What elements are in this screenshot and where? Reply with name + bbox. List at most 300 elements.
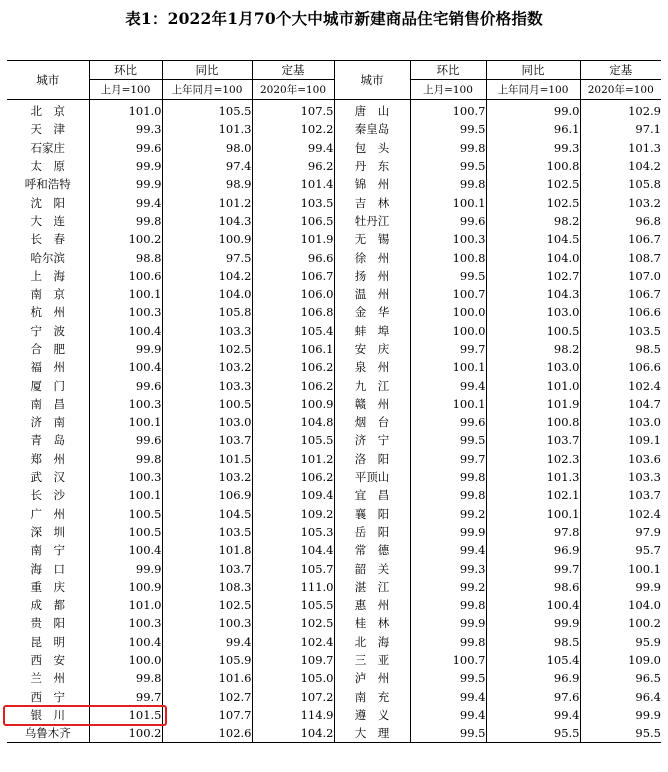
city-cell-right: 锦 州 [334,175,410,193]
mom-cell-right: 99.7 [410,340,486,358]
city-cell-left: 宁 波 [30,323,65,338]
table-row [7,175,661,193]
mom-cell-right: 100.0 [410,303,486,321]
city-cell-right: 大 理 [334,724,410,743]
mom-cell-right: 99.5 [410,431,486,449]
yoy-cell-left: 102.6 [162,724,252,743]
base-cell-left: 102.5 [252,614,334,632]
city-cell-right: 泸 州 [334,669,410,687]
city-cell-right: 温 州 [334,285,410,303]
mom-cell-right: 100.3 [410,230,486,248]
yoy-cell-right: 100.8 [486,157,580,175]
city-cell-right: 常 德 [334,541,410,559]
base-cell-left: 109.2 [252,505,334,523]
mom-cell-right: 99.5 [410,669,486,687]
yoy-cell-left: 103.5 [162,523,252,541]
mom-cell-right: 99.8 [410,139,486,157]
mom-cell-right: 99.8 [410,486,486,504]
mom-cell-left: 100.3 [89,614,162,632]
base-cell-left: 105.7 [252,559,334,577]
base-cell-left: 104.4 [252,541,334,559]
mom-cell-right: 99.6 [410,413,486,431]
yoy-cell-right: 98.2 [486,340,580,358]
base-cell-left: 106.1 [252,340,334,358]
yoy-cell-right: 99.3 [486,139,580,157]
yoy-cell-left: 104.5 [162,505,252,523]
base-cell-right: 100.1 [580,559,661,577]
subheader-mom-right: 上月=100 [410,80,486,100]
city-cell-right: 牡丹江 [334,212,410,230]
table-row [7,395,661,413]
yoy-cell-left: 99.4 [162,633,252,651]
city-cell-left: 青 岛 [30,433,65,448]
city-cell-right: 北 海 [334,633,410,651]
yoy-cell-left: 104.3 [162,212,252,230]
table-row [7,450,661,468]
yoy-cell-right: 98.6 [486,578,580,596]
mom-cell-left: 100.6 [89,267,162,285]
city-cell-left: 武 汉 [30,470,65,485]
subheader-mom-left: 上月=100 [89,80,162,100]
mom-cell-right: 100.7 [410,651,486,669]
yoy-cell-left: 101.3 [162,120,252,138]
mom-cell-left: 101.0 [89,596,162,614]
mom-cell-left: 99.8 [89,669,162,687]
subheader-yoy-left: 上年同月=100 [162,80,252,100]
yoy-cell-right: 101.3 [486,468,580,486]
yoy-cell-right: 99.7 [486,559,580,577]
base-cell-right: 105.8 [580,175,661,193]
yoy-cell-right: 102.3 [486,450,580,468]
table-row [7,157,661,175]
mom-cell-right: 99.4 [410,541,486,559]
yoy-cell-right: 96.9 [486,669,580,687]
yoy-cell-right: 102.5 [486,175,580,193]
base-cell-left: 96.6 [252,248,334,266]
mom-cell-right: 99.3 [410,559,486,577]
header-mom-right: 环比 [410,61,486,80]
city-cell-right: 济 宁 [334,431,410,449]
base-cell-right: 104.0 [580,596,661,614]
city-cell-left: 北 京 [30,104,65,119]
base-cell-left: 106.5 [252,212,334,230]
mom-cell-left: 99.6 [89,139,162,157]
table-row [7,614,661,632]
base-cell-right: 95.5 [580,724,661,743]
city-cell-right: 九 江 [334,376,410,394]
table-row [7,139,661,157]
yoy-cell-right: 102.1 [486,486,580,504]
mom-cell-left: 100.1 [89,285,162,303]
yoy-cell-right: 104.5 [486,230,580,248]
city-cell-right: 岳 阳 [334,523,410,541]
city-cell-left: 长 春 [30,232,65,247]
city-cell-left: 重 庆 [30,579,65,594]
base-cell-right: 106.6 [580,358,661,376]
base-cell-right: 100.2 [580,614,661,632]
base-cell-right: 97.1 [580,120,661,138]
base-cell-right: 104.7 [580,395,661,413]
mom-cell-right: 99.8 [410,633,486,651]
base-cell-left: 102.4 [252,633,334,651]
mom-cell-left: 99.9 [89,340,162,358]
city-cell-left: 厦 门 [30,378,65,393]
mom-cell-left: 101.0 [89,100,162,121]
mom-cell-right: 99.4 [410,706,486,724]
city-cell-left: 郑 州 [30,451,65,466]
mom-cell-left: 99.8 [89,450,162,468]
table-row [7,633,661,651]
mom-cell-left: 99.8 [89,212,162,230]
city-cell-right: 秦皇岛 [334,120,410,138]
mom-cell-left: 99.7 [89,688,162,706]
header-yoy-left: 同比 [162,61,252,80]
yoy-cell-left: 100.5 [162,395,252,413]
base-cell-left: 106.8 [252,303,334,321]
mom-cell-right: 99.7 [410,450,486,468]
yoy-cell-right: 98.2 [486,212,580,230]
mom-cell-left: 100.4 [89,541,162,559]
base-cell-left: 106.2 [252,376,334,394]
table-row [7,100,661,121]
yoy-cell-left: 107.7 [162,706,252,724]
base-cell-left: 106.7 [252,267,334,285]
base-cell-right: 107.0 [580,267,661,285]
yoy-cell-right: 105.4 [486,651,580,669]
yoy-cell-left: 104.0 [162,285,252,303]
mom-cell-left: 99.3 [89,120,162,138]
city-cell-left: 上 海 [30,268,65,283]
yoy-cell-left: 100.9 [162,230,252,248]
yoy-cell-left: 102.5 [162,340,252,358]
yoy-cell-left: 98.0 [162,139,252,157]
table-row [7,468,661,486]
city-cell-left: 福 州 [30,360,65,375]
mom-cell-left: 100.5 [89,523,162,541]
yoy-cell-right: 102.5 [486,193,580,211]
city-cell-right: 三 亚 [334,651,410,669]
yoy-cell-right: 99.0 [486,100,580,121]
table-row [7,541,661,559]
city-cell-left: 大 连 [30,213,65,228]
mom-cell-right: 99.5 [410,724,486,743]
mom-cell-right: 99.8 [410,596,486,614]
city-cell-left: 呼和浩特 [24,177,71,192]
base-cell-left: 109.4 [252,486,334,504]
yoy-cell-right: 99.9 [486,614,580,632]
base-cell-left: 105.5 [252,596,334,614]
yoy-cell-right: 104.3 [486,285,580,303]
mom-cell-right: 99.5 [410,267,486,285]
city-cell-left: 长 沙 [30,488,65,503]
base-cell-right: 106.7 [580,285,661,303]
city-cell-right: 桂 林 [334,614,410,632]
mom-cell-left: 100.2 [89,230,162,248]
yoy-cell-right: 101.0 [486,376,580,394]
mom-cell-left: 100.3 [89,395,162,413]
yoy-cell-right: 103.7 [486,431,580,449]
base-cell-left: 104.2 [252,724,334,743]
table-row [7,486,661,504]
mom-cell-right: 100.1 [410,358,486,376]
city-cell-right: 湛 江 [334,578,410,596]
table-title: 表1：2022年1月70个大中城市新建商品住宅销售价格指数 [125,9,543,28]
yoy-cell-left: 103.3 [162,376,252,394]
city-cell-left: 昆 明 [30,634,65,649]
table-row [7,358,661,376]
base-cell-right: 98.5 [580,340,661,358]
base-cell-right: 102.9 [580,100,661,121]
yoy-cell-left: 97.5 [162,248,252,266]
table-row [7,651,661,669]
yoy-cell-right: 100.8 [486,413,580,431]
mom-cell-left: 100.1 [89,486,162,504]
yoy-cell-right: 102.7 [486,267,580,285]
subheader-yoy-right: 上年同月=100 [486,80,580,100]
city-cell-left: 南 昌 [30,396,65,411]
mom-cell-right: 99.4 [410,376,486,394]
yoy-cell-left: 103.3 [162,322,252,340]
base-cell-right: 102.4 [580,505,661,523]
base-cell-left: 99.4 [252,139,334,157]
base-cell-left: 101.2 [252,450,334,468]
header-city-right: 城市 [334,61,410,100]
yoy-cell-right: 100.5 [486,322,580,340]
base-cell-left: 103.5 [252,193,334,211]
table-row [7,559,661,577]
yoy-cell-left: 101.6 [162,669,252,687]
base-cell-left: 107.5 [252,100,334,121]
mom-cell-left: 100.2 [89,724,162,743]
base-cell-left: 106.2 [252,358,334,376]
yoy-cell-left: 97.4 [162,157,252,175]
base-cell-right: 95.7 [580,541,661,559]
table-row [7,596,661,614]
yoy-cell-left: 103.2 [162,358,252,376]
subheader-base-left: 2020年=100 [252,80,334,100]
base-cell-left: 102.2 [252,120,334,138]
mom-cell-right: 99.8 [410,468,486,486]
city-cell-right: 丹 东 [334,157,410,175]
mom-cell-left: 99.6 [89,376,162,394]
table-row [7,688,661,706]
city-cell-left: 银 川 [30,707,65,722]
mom-cell-right: 99.9 [410,523,486,541]
base-cell-right: 103.0 [580,413,661,431]
subheader-base-right: 2020年=100 [580,80,661,100]
yoy-cell-right: 103.0 [486,358,580,376]
city-cell-left: 乌鲁木齐 [24,726,71,741]
base-cell-right: 106.6 [580,303,661,321]
base-cell-right: 109.0 [580,651,661,669]
yoy-cell-left: 101.2 [162,193,252,211]
base-cell-left: 105.0 [252,669,334,687]
mom-cell-right: 99.6 [410,212,486,230]
yoy-cell-left: 102.7 [162,688,252,706]
mom-cell-left: 99.9 [89,559,162,577]
yoy-cell-left: 103.7 [162,431,252,449]
city-cell-left: 太 原 [30,159,65,174]
city-cell-right: 扬 州 [334,267,410,285]
table-row [7,431,661,449]
base-cell-left: 106.2 [252,468,334,486]
mom-cell-left: 100.4 [89,322,162,340]
table-row [7,230,661,248]
base-cell-right: 97.9 [580,523,661,541]
mom-cell-right: 100.7 [410,100,486,121]
base-cell-right: 99.9 [580,578,661,596]
yoy-cell-left: 103.0 [162,413,252,431]
yoy-cell-left: 105.8 [162,303,252,321]
city-cell-left: 深 圳 [30,524,65,539]
yoy-cell-left: 106.9 [162,486,252,504]
mom-cell-left: 98.8 [89,248,162,266]
city-cell-left: 济 南 [30,415,65,430]
mom-cell-left: 101.5 [89,706,162,724]
yoy-cell-left: 104.2 [162,267,252,285]
base-cell-right: 103.3 [580,468,661,486]
yoy-cell-right: 97.8 [486,523,580,541]
city-cell-right: 南 充 [334,688,410,706]
mom-cell-right: 100.0 [410,322,486,340]
mom-cell-right: 100.8 [410,248,486,266]
mom-cell-right: 99.8 [410,175,486,193]
table-row [7,413,661,431]
table-row [7,505,661,523]
city-cell-right: 无 锡 [334,230,410,248]
price-index-table [7,60,661,743]
mom-cell-right: 100.1 [410,395,486,413]
yoy-cell-right: 101.9 [486,395,580,413]
yoy-cell-left: 105.9 [162,651,252,669]
base-cell-left: 96.2 [252,157,334,175]
mom-cell-left: 100.5 [89,505,162,523]
header-yoy-right: 同比 [486,61,580,80]
city-cell-right: 宜 昌 [334,486,410,504]
base-cell-left: 100.9 [252,395,334,413]
base-cell-right: 96.5 [580,669,661,687]
mom-cell-left: 100.4 [89,358,162,376]
yoy-cell-left: 102.5 [162,596,252,614]
city-cell-right: 蚌 埠 [334,322,410,340]
mom-cell-right: 99.5 [410,120,486,138]
table-row [7,706,661,724]
base-cell-right: 106.7 [580,230,661,248]
mom-cell-right: 99.2 [410,578,486,596]
yoy-cell-left: 103.2 [162,468,252,486]
city-cell-right: 唐 山 [334,100,410,121]
mom-cell-right: 99.2 [410,505,486,523]
yoy-cell-left: 103.7 [162,559,252,577]
table-row [7,322,661,340]
yoy-cell-left: 101.8 [162,541,252,559]
mom-cell-left: 100.3 [89,468,162,486]
table-row [7,724,661,743]
table-row [7,193,661,211]
base-cell-right: 108.7 [580,248,661,266]
city-cell-left: 杭 州 [30,305,65,320]
table-row [7,248,661,266]
city-cell-right: 安 庆 [334,340,410,358]
table-row [7,120,661,138]
mom-cell-left: 100.1 [89,413,162,431]
city-cell-right: 赣 州 [334,395,410,413]
yoy-cell-left: 100.3 [162,614,252,632]
city-cell-left: 西 安 [30,653,65,668]
city-cell-left: 南 京 [30,287,65,302]
yoy-cell-right: 103.0 [486,303,580,321]
city-cell-left: 南 宁 [30,543,65,558]
mom-cell-right: 100.1 [410,193,486,211]
city-cell-right: 洛 阳 [334,450,410,468]
city-cell-right: 烟 台 [334,413,410,431]
mom-cell-left: 99.6 [89,431,162,449]
base-cell-left: 101.4 [252,175,334,193]
yoy-cell-right: 104.0 [486,248,580,266]
mom-cell-left: 99.9 [89,175,162,193]
table-row [7,212,661,230]
city-cell-left: 贵 阳 [30,616,65,631]
city-cell-left: 海 口 [30,561,65,576]
city-cell-right: 惠 州 [334,596,410,614]
base-cell-right: 103.7 [580,486,661,504]
base-cell-left: 104.8 [252,413,334,431]
mom-cell-right: 99.5 [410,157,486,175]
city-cell-right: 包 头 [334,139,410,157]
base-cell-left: 105.5 [252,431,334,449]
base-cell-right: 104.2 [580,157,661,175]
base-cell-left: 107.2 [252,688,334,706]
yoy-cell-left: 108.3 [162,578,252,596]
yoy-cell-right: 96.1 [486,120,580,138]
city-cell-right: 遵 义 [334,706,410,724]
city-cell-right: 金 华 [334,303,410,321]
yoy-cell-left: 98.9 [162,175,252,193]
city-cell-left: 西 宁 [30,689,65,704]
table-body [7,100,661,743]
yoy-cell-left: 101.5 [162,450,252,468]
yoy-cell-left: 105.5 [162,100,252,121]
header-mom-left: 环比 [89,61,162,80]
base-cell-left: 106.0 [252,285,334,303]
mom-cell-left: 100.9 [89,578,162,596]
header-base-right: 定基 [580,61,661,80]
yoy-cell-right: 97.6 [486,688,580,706]
mom-cell-left: 100.4 [89,633,162,651]
base-cell-right: 103.5 [580,322,661,340]
yoy-cell-right: 100.4 [486,596,580,614]
mom-cell-left: 99.4 [89,193,162,211]
city-cell-right: 平顶山 [334,468,410,486]
city-cell-right: 吉 林 [334,193,410,211]
base-cell-right: 109.1 [580,431,661,449]
city-cell-left: 石家庄 [30,140,65,155]
base-cell-right: 103.2 [580,193,661,211]
table-row [7,285,661,303]
city-cell-right: 韶 关 [334,559,410,577]
yoy-cell-right: 95.5 [486,724,580,743]
city-cell-right: 徐 州 [334,248,410,266]
base-cell-left: 114.9 [252,706,334,724]
base-cell-right: 96.4 [580,688,661,706]
base-cell-right: 99.9 [580,706,661,724]
city-cell-left: 合 肥 [30,342,65,356]
base-cell-left: 101.9 [252,230,334,248]
base-cell-left: 109.7 [252,651,334,669]
city-cell-right: 襄 阳 [334,505,410,523]
city-cell-left: 广 州 [30,506,65,521]
mom-cell-right: 99.4 [410,688,486,706]
